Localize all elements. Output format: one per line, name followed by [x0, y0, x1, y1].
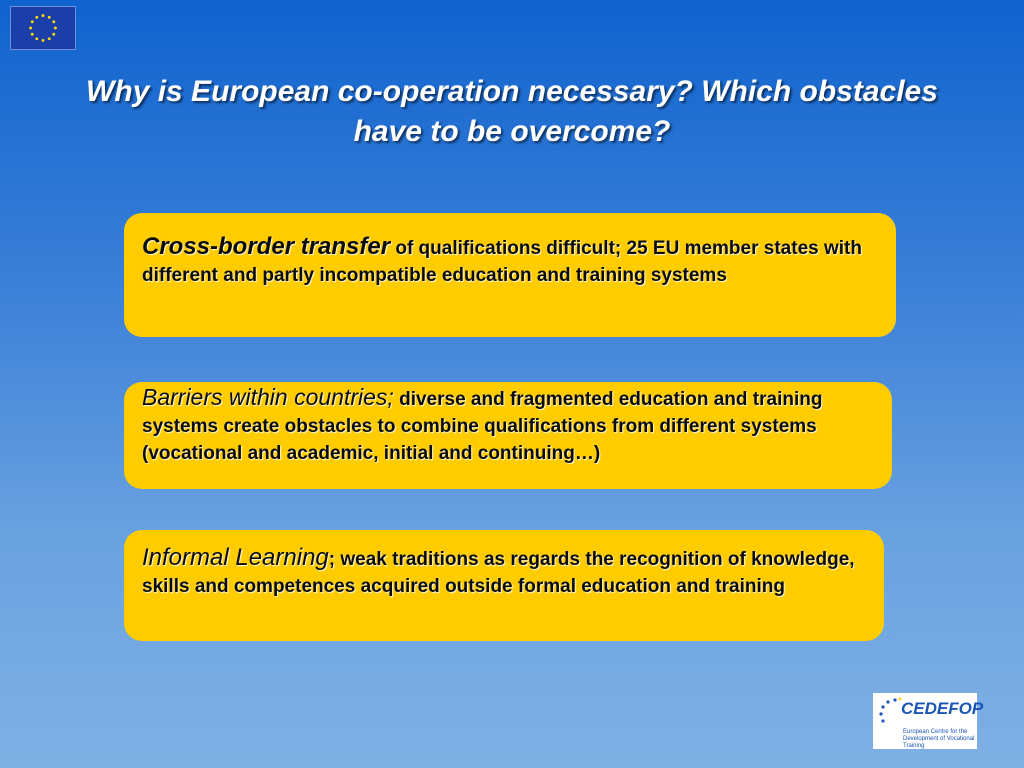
logo-name: CEDEFOP [901, 699, 984, 718]
box-text: diverse and fragmented education and training systems create obstacles to combine qualifications from different systems (vocational and academic, initial and continuing…) [142, 389, 823, 464]
eu-flag-icon [10, 6, 76, 50]
eu-star [48, 37, 51, 40]
slide-title: Why is European co-operation necessary? Which obstacles have to be overcome? [86, 75, 938, 148]
eu-star [29, 27, 32, 30]
eu-star [31, 20, 34, 23]
eu-stars-circle [11, 7, 75, 49]
eu-star [48, 16, 51, 19]
eu-star [31, 33, 34, 36]
eu-star [42, 39, 45, 42]
eu-star [54, 27, 57, 30]
eu-star [35, 16, 38, 19]
box-lead: Barriers within countries; [142, 384, 394, 410]
eu-star [42, 14, 45, 17]
obstacle-box-informal-learning [124, 530, 884, 641]
eu-star [52, 33, 55, 36]
eu-star [35, 37, 38, 40]
logo-subtitle: European Centre for the Development of Vocational Training [903, 729, 975, 749]
box-text: of qualifications difficult; 25 EU member states with different and partly incompatible education and training systems [142, 238, 862, 286]
obstacle-box-cross-border [124, 213, 896, 337]
cedefop-logo [873, 693, 984, 749]
box-lead: Cross-border transfer [142, 233, 391, 260]
box-text: ; weak traditions as regards the recognition of knowledge, skills and competences acquired outside formal education and training [142, 549, 855, 597]
obstacle-box-barriers [124, 382, 892, 489]
eu-star [52, 20, 55, 23]
box-lead: Informal Learning [142, 544, 329, 571]
star-arc-icon [875, 697, 903, 727]
